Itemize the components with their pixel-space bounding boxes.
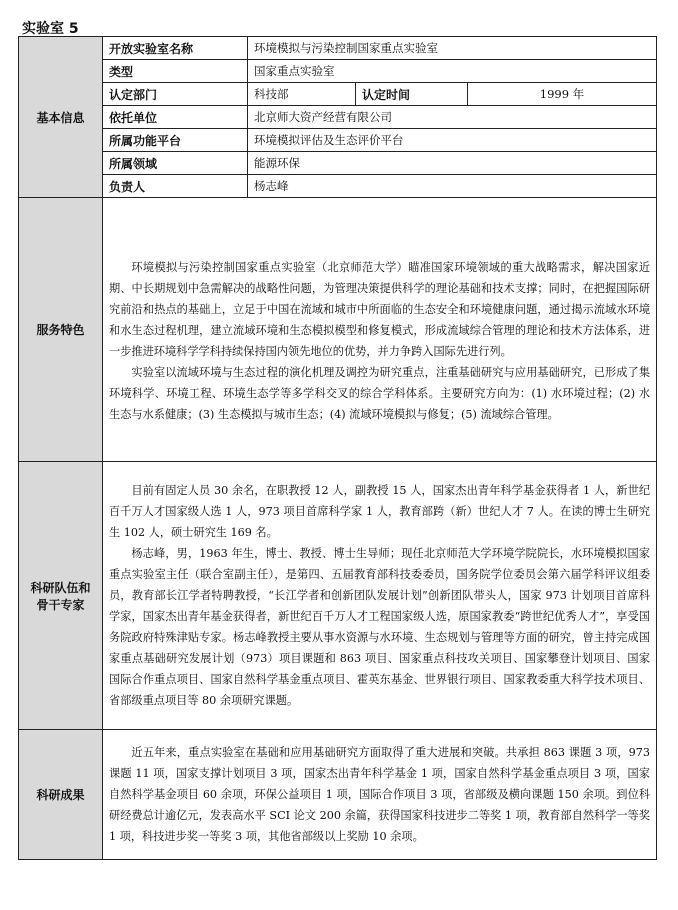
label-date: 认定时间 [356, 83, 468, 106]
value-leader: 杨志峰 [248, 175, 657, 198]
label-type: 类型 [103, 60, 248, 83]
label-field: 所属领域 [103, 152, 248, 175]
row-team [19, 462, 657, 730]
label-department: 认定部门 [103, 83, 248, 106]
team-paragraph: 目前有固定人员 30 余名，在职教授 12 人，副教授 15 人，国家杰出青年科学基金获得者 1 人，新世纪百千万人才国家级人选 1 人，973 项目首席科学家 1 人，教育部跨（新）世纪人才 7 人。在读的博士生研究生 102 人，硕士研究生 169 名。 [109, 484, 651, 539]
value-date: 1999 年 [468, 83, 657, 106]
row-results [19, 730, 657, 860]
page-title: 实验室 5 [22, 21, 79, 37]
row-lab-name [19, 37, 657, 60]
results-text [103, 730, 657, 860]
row-department [19, 83, 657, 106]
service-paragraph: 实验室以流域环境与生态过程的演化机理及调控为研究重点，注重基础研究与应用基础研究，已形成了集环境科学、环境工程、环境生态学等多学科交叉的综合学科体系。主要研究方向为：(1) 水环境过程；(2) 水生态与水系健康；(3) 生态模拟与城市生态；(4) 流域环境模拟与修复；(5) 流域综合管理。 [109, 365, 651, 421]
row-type [19, 60, 657, 83]
results-paragraph: 近五年来，重点实验室在基础和应用基础研究方面取得了重大进展和突破。共承担 863 课题 3 项，973 课题 11 项，国家支撑计划项目 3 项，国家杰出青年科学基金 1 项，国家自然科学基金重点项目 3 项，国家自然科学基金项目 60 余项，环保公益项目 1 项，国际合作项目 3 项，省部级及横向课题 150 余项。到位科研经费总计逾亿元，发表高水平 SCI 论文 200 余篇，获得国家科技进步二等奖 1 项，教育部自然科学一等奖 1 项，科技进步奖一等奖 3 项，其他省部级以上奖励 10 余项。 [109, 746, 651, 843]
section-team: 科研队伍和骨干专家 [19, 462, 103, 730]
value-host: 北京师大资产经营有限公司 [248, 106, 657, 129]
service-paragraph: 环境模拟与污染控制国家重点实验室（北京师范大学）瞄准国家环境领域的重大战略需求，解决国家近期、中长期规划中急需解决的战略性问题，为管理决策提供科学的理论基础和技术支撑；同时，在把握国际研究前沿和热点的基础上，立足于中国在流域和城市中所面临的生态安全和环境健康问题，通过揭示流域水环境和水生态过程机理，建立流域环境和生态模拟模型和修复模式，形成流域综合管理的理论和技术方法体系，进一步推进环境科学学科持续保持国内领先地位的优势，并力争跨入国际先进行列。 [109, 260, 651, 358]
row-field [19, 152, 657, 175]
label-leader: 负责人 [103, 175, 248, 198]
section-basic-info: 基本信息 [19, 37, 103, 198]
value-lab-name: 环境模拟与污染控制国家重点实验室 [248, 37, 657, 60]
service-text [103, 198, 657, 462]
value-field: 能源环保 [248, 152, 657, 175]
team-paragraph: 杨志峰，男，1963 年生，博士、教授、博士生导师；现任北京师范大学环境学院院长，水环境模拟国家重点实验室主任（联合室副主任），是第四、五届教育部科技委委员，国务院学位委员会第六届学科评议组委员，教育部长江学者特聘教授，“长江学者和创新团队发展计划”创新团队带头人，国家 973 计划项目首席科学家，国家杰出青年基金获得者，新世纪百千万人才工程国家级人选，原国家教委“跨世纪优秀人才”，享受国务院政府特殊津贴专家。杨志峰教授主要从事水资源与水环境、生态规划与管理等方面的研究，曾主持完成国家重点基础研究发展计划（973）项目课题和 863 项目、国家重点科技攻关项目、国家攀登计划项目、国家国际合作重点项目、国家自然科学基金重点项目、霍英东基金、世界银行项目、国家教委重大科学技术项目、省部级重点项目等 80 余项研究课题。 [109, 547, 651, 707]
row-platform [19, 129, 657, 152]
row-leader [19, 175, 657, 198]
value-department: 科技部 [248, 83, 356, 106]
section-service: 服务特色 [19, 198, 103, 462]
value-platform: 环境模拟评估及生态评价平台 [248, 129, 657, 152]
lab-info-table [18, 36, 657, 860]
team-text [103, 462, 657, 730]
label-lab-name: 开放实验室名称 [103, 37, 248, 60]
value-type: 国家重点实验室 [248, 60, 657, 83]
row-service [19, 198, 657, 462]
row-host [19, 106, 657, 129]
label-host: 依托单位 [103, 106, 248, 129]
section-results: 科研成果 [19, 730, 103, 860]
label-platform: 所属功能平台 [103, 129, 248, 152]
